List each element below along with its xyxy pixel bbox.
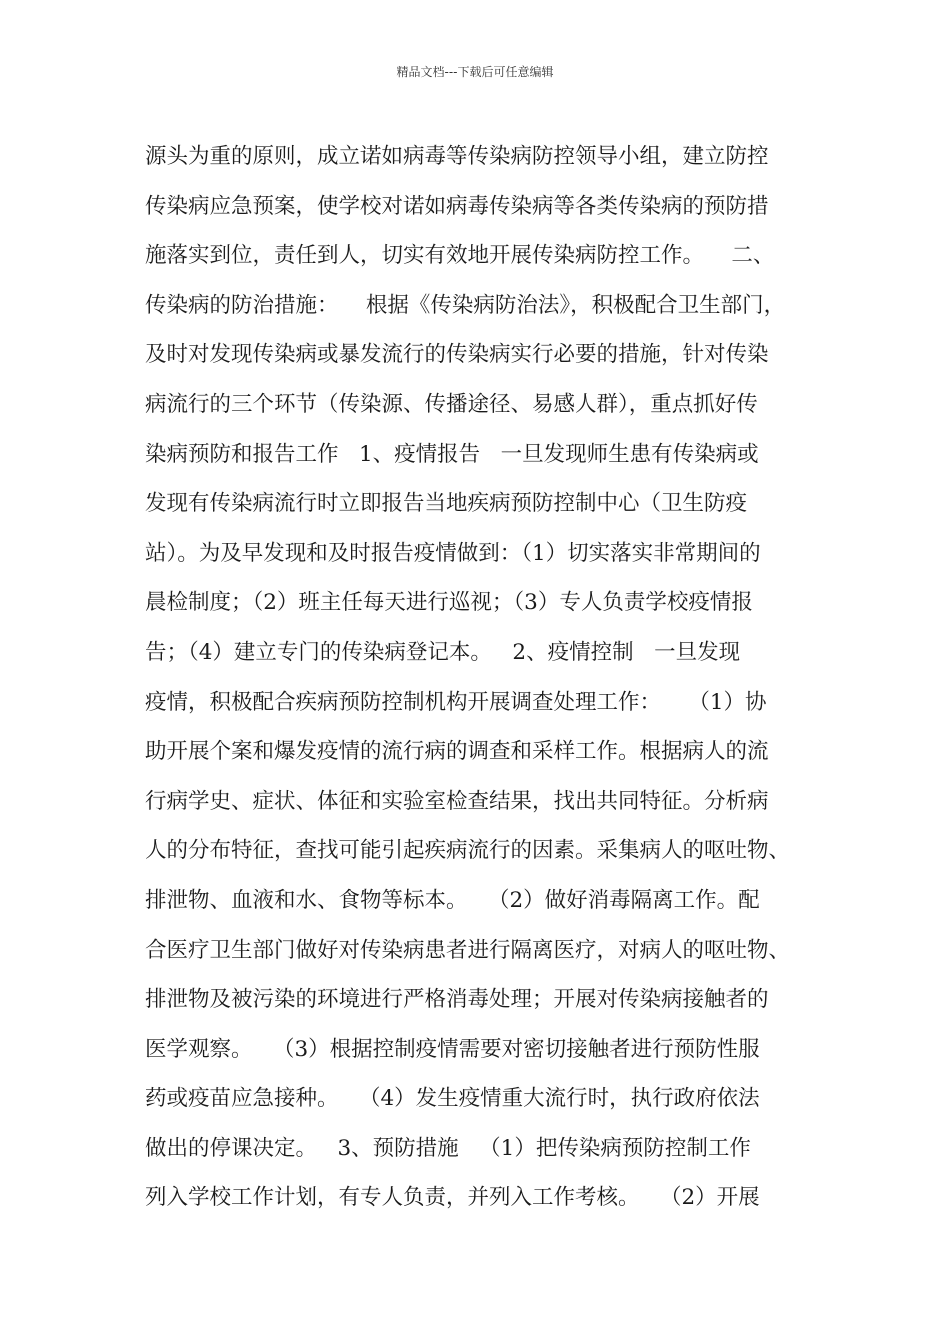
text-line: 排泄物、血液和水、食物等标本。 （2）做好消毒隔离工作。配 xyxy=(145,887,760,913)
text-line: 传染病的防治措施： 根据《传染病防治法》，积极配合卫生部门， xyxy=(145,292,786,318)
text-line: 列入学校工作计划，有专人负责，并列入工作考核。 （2）开展 xyxy=(145,1185,760,1211)
text-line: 医学观察。 （3）根据控制疫情需要对密切接触者进行预防性服 xyxy=(145,1036,760,1062)
text-line: 行病学史、症状、体征和实验室检查结果，找出共同特征。分析病 xyxy=(145,788,769,814)
body-text xyxy=(145,132,835,1223)
text-line: 源头为重的原则，成立诺如病毒等传染病防控领导小组，建立防控 xyxy=(145,144,769,169)
text-line: 晨检制度；（2）班主任每天进行巡视；（3）专人负责学校疫情报 xyxy=(145,590,753,616)
text-line: 传染病应急预案，使学校对诺如病毒传染病等各类传染病的预防措 xyxy=(145,193,769,219)
text-line: 及时对发现传染病或暴发流行的传染病实行必要的措施，针对传染 xyxy=(145,342,769,368)
text-line: 发现有传染病流行时立即报告当地疾病预防控制中心（卫生防疫 xyxy=(145,491,748,517)
text-line: 人的分布特征，查找可能引起疾病流行的因素。采集病人的呕吐物、 xyxy=(145,838,791,864)
text-line: 染病预防和报告工作 1、疫情报告 一旦发现师生患有传染病或 xyxy=(145,441,759,467)
text-line: 合医疗卫生部门做好对传染病患者进行隔离医疗，对病人的呕吐物、 xyxy=(145,937,791,963)
text-line: 告；（4）建立专门的传染病登记本。 2、疫情控制 一旦发现 xyxy=(145,639,741,665)
page-header: 精品文档---下载后可任意编辑 xyxy=(396,65,554,79)
text-line: 施落实到位，责任到人，切实有效地开展传染病防控工作。 二、 xyxy=(145,243,775,269)
text-line: 做出的停课决定。 3、预防措施 （1）把传染病预防控制工作 xyxy=(145,1135,751,1161)
text-line: 病流行的三个环节（传染源、传播途径、易感人群），重点抓好传 xyxy=(145,391,758,417)
text-line: 站）。为及早发现和及时报告疫情做到：（1）切实落实非常期间的 xyxy=(145,540,761,566)
text-line: 疫情，积极配合疾病预防控制机构开展调查处理工作： （1）协 xyxy=(145,689,767,715)
text-line: 排泄物及被污染的环境进行严格消毒处理；开展对传染病接触者的 xyxy=(145,987,769,1013)
text-line: 药或疫苗应急接种。 （4）发生疫情重大流行时，执行政府依法 xyxy=(145,1086,760,1112)
text-line: 助开展个案和爆发疫情的流行病的调查和采样工作。根据病人的流 xyxy=(145,739,769,765)
